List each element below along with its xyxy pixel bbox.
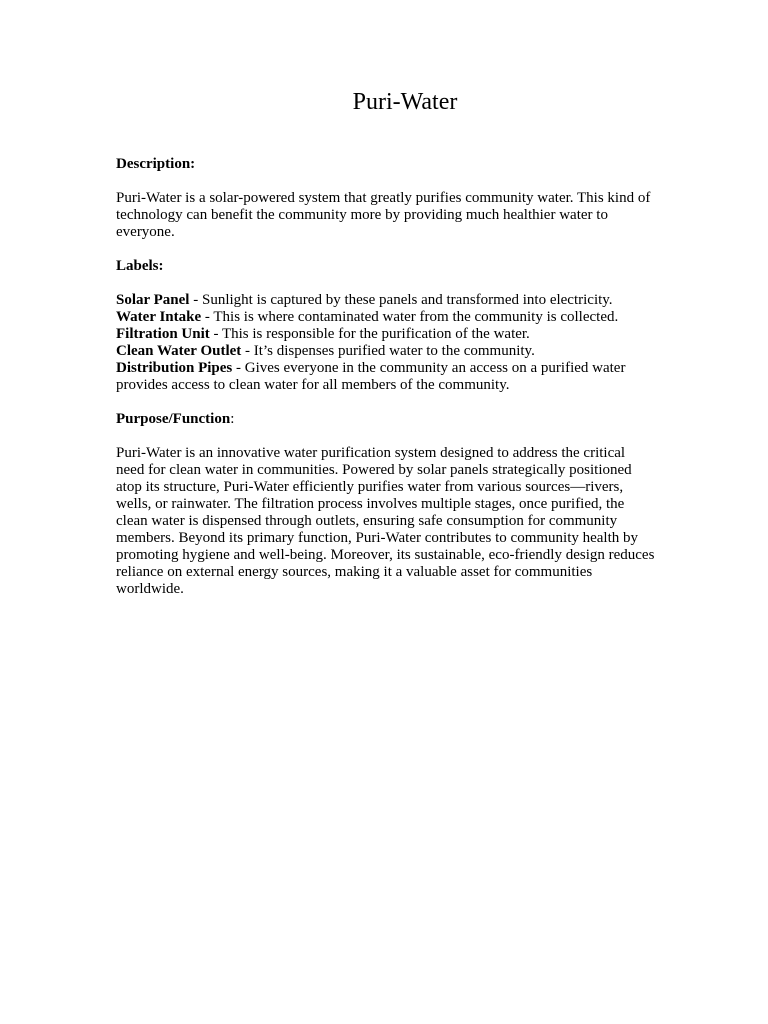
document-title: Puri-Water <box>352 89 458 115</box>
labels-heading: Labels: <box>116 258 164 274</box>
label-term: Clean Water Outlet <box>116 343 242 359</box>
spacer <box>116 394 656 411</box>
label-description: - This is responsible for the purification of the water. <box>209 326 530 342</box>
purpose-heading: Purpose/Function <box>116 411 231 427</box>
purpose-heading-colon: : <box>230 411 235 427</box>
description-heading: Description: <box>116 156 196 172</box>
label-item-water-intake <box>116 309 656 326</box>
label-description: - This is where contaminated water from the community is collected. <box>201 309 619 325</box>
spacer <box>116 173 656 190</box>
label-term: Water Intake <box>116 309 202 325</box>
spacer <box>116 275 656 292</box>
label-item-clean-water-outlet <box>116 343 656 360</box>
spacer <box>116 428 656 445</box>
label-item-solar-panel <box>116 292 656 309</box>
purpose-paragraph: Puri-Water is an innovative water purification system designed to address the critical need for clean water in communities. Powered by solar panels strategically positioned atop its structure, Puri-Water efficiently purifies water from various sources—rivers, wells, or rainwater. The filtration process involves multiple stages, once purified, the clean water is dispensed through outlets, ensuring safe consumption for community members. Beyond its primary function, Puri-Water contributes to community health by promoting hygiene and well-being. Moreover, its sustainable, eco-friendly design reduces reliance on external energy sources, making it a valuable asset for communities worldwide. <box>116 445 655 597</box>
label-term: Filtration Unit <box>116 326 210 342</box>
label-description: - Gives everyone in the community an access on a purified water provides access to clean water for all members of the community. <box>116 360 626 393</box>
label-item-distribution-pipes <box>116 360 656 394</box>
purpose-heading-line <box>116 411 656 428</box>
label-item-filtration-unit <box>116 326 656 343</box>
label-term: Distribution Pipes <box>116 360 233 376</box>
label-description: - It’s dispenses purified water to the community. <box>241 343 535 359</box>
document-body <box>116 156 656 598</box>
label-term: Solar Panel <box>116 292 190 308</box>
label-description: - Sunlight is captured by these panels and transformed into electricity. <box>189 292 613 308</box>
description-paragraph: Puri-Water is a solar-powered system that greatly purifies community water. This kind of technology can benefit the community more by providing much healthier water to everyone. <box>116 190 651 240</box>
spacer <box>116 241 656 258</box>
